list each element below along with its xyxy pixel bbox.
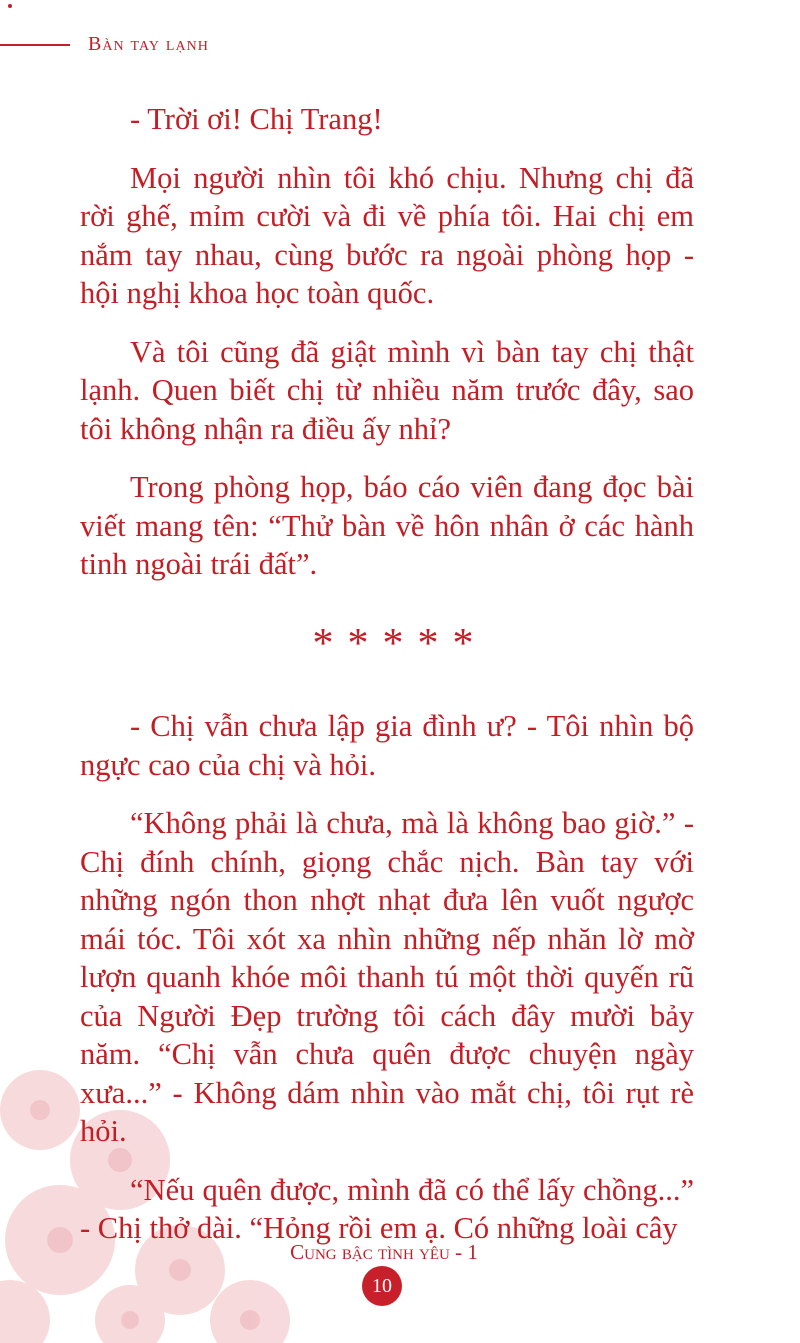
paragraph: - Chị vẫn chưa lập gia đình ư? - Tôi nhìn bộ ngực cao của chị và hỏi. [80, 709, 694, 782]
paragraph: Mọi người nhìn tôi khó chịu. Nhưng chị đã rời ghế, mỉm cười và đi về phía tôi. Hai chị em nắm tay nhau, cùng bước ra ngoài phòng họp - hội nghị khoa học toàn quốc. [80, 160, 694, 310]
footer-book-title: Cung bậc tình yêu - 1 [290, 1240, 478, 1264]
text-block-1 [80, 100, 694, 584]
paragraph: - Trời ơi! Chị Trang! [130, 102, 383, 136]
running-title: Bàn tay lạnh [88, 33, 209, 55]
text-block-2 [80, 707, 694, 1248]
paragraph: Trong phòng họp, báo cáo viên đang đọc bài viết mang tên: “Thử bàn về hôn nhân ở các hành tinh ngoài trái đất”. [80, 470, 694, 581]
paragraph: Và tôi cũng đã giật mình vì bàn tay chị thật lạnh. Quen biết chị từ nhiều năm trước đây, sao tôi không nhận ra điều ấy nhỉ? [80, 334, 694, 446]
page-number: 10 [362, 1266, 402, 1306]
section-separator: ***** [312, 621, 488, 667]
header-dot [8, 4, 12, 8]
paragraph: “Không phải là chưa, mà là không bao giờ.” - Chị đính chính, giọng chắc nịch. Bàn tay với những ngón thon nhợt nhạt đưa lên vuốt ngược mái tóc. Tôi xót xa nhìn những nếp nhăn lờ mờ lượn quanh khóe môi thanh tú một thời quyến rũ của Người Đẹp trường tôi cách đây mười bảy năm. “Chị vẫn chưa quên được chuyện ngày xưa...” - Không dám nhìn vào mắt chị, tôi rụt rè hỏi. [80, 806, 694, 1148]
paragraph: “Nếu quên được, mình đã có thể lấy chồng...” - Chị thở dài. “Hỏng rồi em ạ. Có những loài cây [80, 1172, 694, 1245]
header-rule [0, 44, 70, 46]
